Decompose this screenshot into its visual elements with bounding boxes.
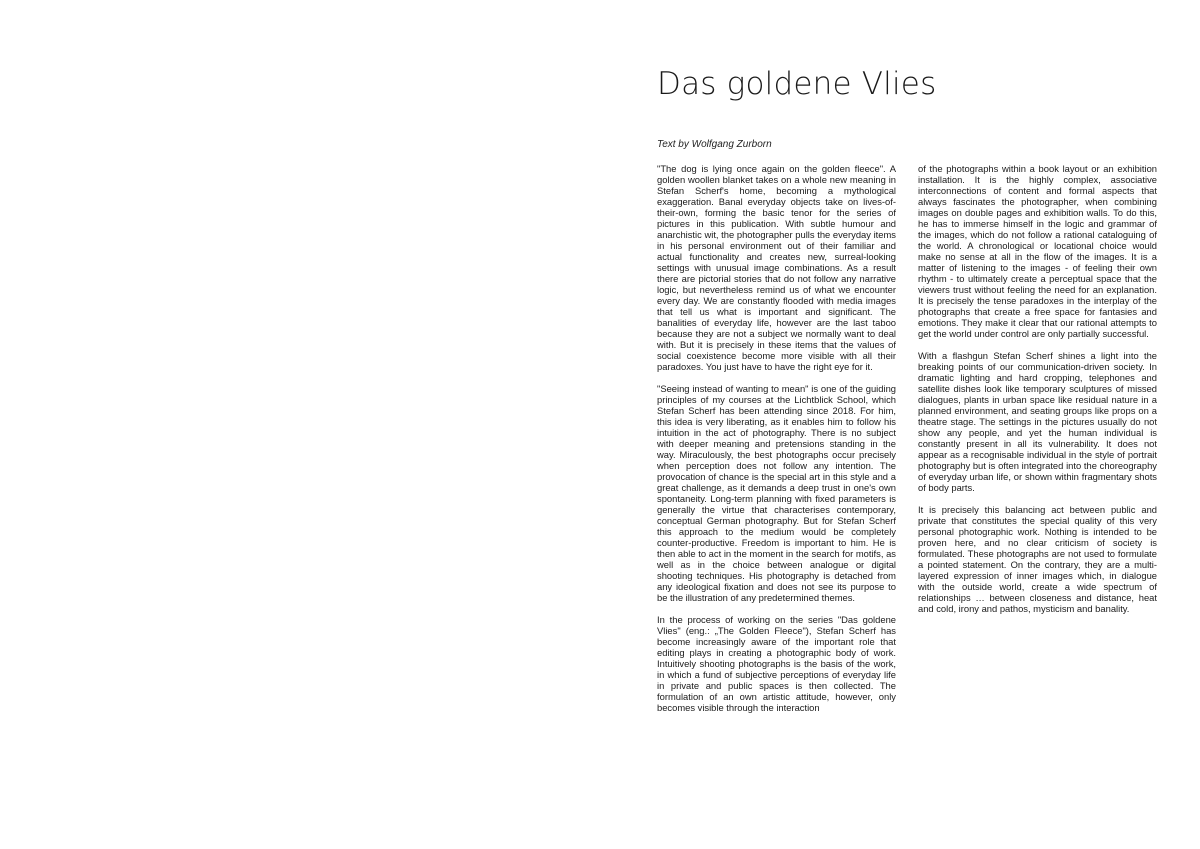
paragraph: of the photographs within a book layout or an exhibition installation. It is the highly complex, associative interconnections of content and formal aspects that always fascinates the photographer, when combining images on double pages and exhibition walls. To do this, he has to immerse himself in the logic and grammar of the images, which do not follow a rational cataloguing of the world. A chronological or locational choice would make no sense at all in the flow of the images. It is a matter of listening to the images - of feeling their own rhythm - to ultimately create a perceptual space that the viewers trust without feeling the need for an explanation. It is precisely the tense paradoxes in the interplay of the photographs that create a free space for fantasies and emotions. They make it clear that our rational attempts to get the world under control are only partially successful. <box>918 163 1157 339</box>
article-byline: Text by Wolfgang Zurborn <box>657 139 772 150</box>
text-column-1 <box>657 163 896 713</box>
paragraph: It is precisely this balancing act between public and private that constitutes the special quality of this very personal photographic work. Nothing is intended to be proven here, and no clear criticism of society is formulated. These photographs are not used to formulate a pointed statement. On the contrary, they are a multi-layered expression of inner images which, in dialogue with the outside world, create a wide spectrum of relationships … between closeness and distance, heat and cold, irony and pathos, mysticism and banality. <box>918 504 1157 614</box>
paragraph: In the process of working on the series "Das goldene Vlies" (eng.: „The Golden Fleece"), Stefan Scherf has become increasingly aware of the important role that editing plays in creating a photographic body of work. Intuitively shooting photographs is the basis of the work, in which a fund of subjective perceptions of everyday life in private and public spaces is then collected. The formulation of an own artistic attitude, however, only becomes visible through the interaction <box>657 614 896 713</box>
text-column-2 <box>918 163 1157 614</box>
paragraph: "Seeing instead of wanting to mean" is one of the guiding principles of my courses at the Lichtblick School, which Stefan Scherf has been attending since 2018. For him, this idea is very liberating, as it enables him to follow his intuition in the act of photography. There is no subject with deeper meaning and pretensions standing in the way. Miraculously, the best photographs occur precisely when perception does not follow any intention. The provocation of chance is the special art in this style and a great challenge, as it demands a deep trust in one's own spontaneity. Long-term planning with fixed parameters is generally the virtue that characterises contemporary, conceptual German photography. But for Stefan Scherf this approach to the medium would be completely counter-productive. Freedom is important to him. He is then able to act in the moment in the search for motifs, as well as in the choice between analogue or digital shooting techniques. His photography is detached from any ideological fixation and does not see its purpose to be the illustration of any predetermined themes. <box>657 383 896 603</box>
paragraph: With a flashgun Stefan Scherf shines a light into the breaking points of our communication-driven society. In dramatic lighting and hard cropping, telephones and satellite dishes look like temporary sculptures of missed dialogues, plants in urban space like residual nature in a planned environment, and seating groups like props on a theatre stage. The settings in the pictures usually do not show any people, and yet the human individual is constantly present in all its vulnerability. It does not appear as a recognisable individual in the style of portrait photography but is often integrated into the choreography of everyday urban life, or shown within fragmentary shots of body parts. <box>918 350 1157 493</box>
article-title: Das goldene Vlies <box>657 66 937 102</box>
paragraph: "The dog is lying once again on the golden fleece". A golden woollen blanket takes on a whole new meaning in Stefan Scherf's home, becoming a mythological exaggeration. Banal everyday objects take on lives-of-their-own, forming the basic tenor for the series of pictures in this publication. With subtle humour and anarchistic wit, the photographer pulls the everyday items in his personal environment out of their familiar and actual functionality and creates new, surreal-looking settings with unusual image combinations. As a result there are pictorial stories that do not follow any narrative logic, but nevertheless remind us of what we encounter every day. We are constantly flooded with media images that tell us what is important and significant. The banalities of everyday life, however are the last taboo because they are not a subject we normally want to deal with. But it is precisely in these items that the values of social coexistence become more visible with all their paradoxes. You just have to have the right eye for it. <box>657 163 896 372</box>
